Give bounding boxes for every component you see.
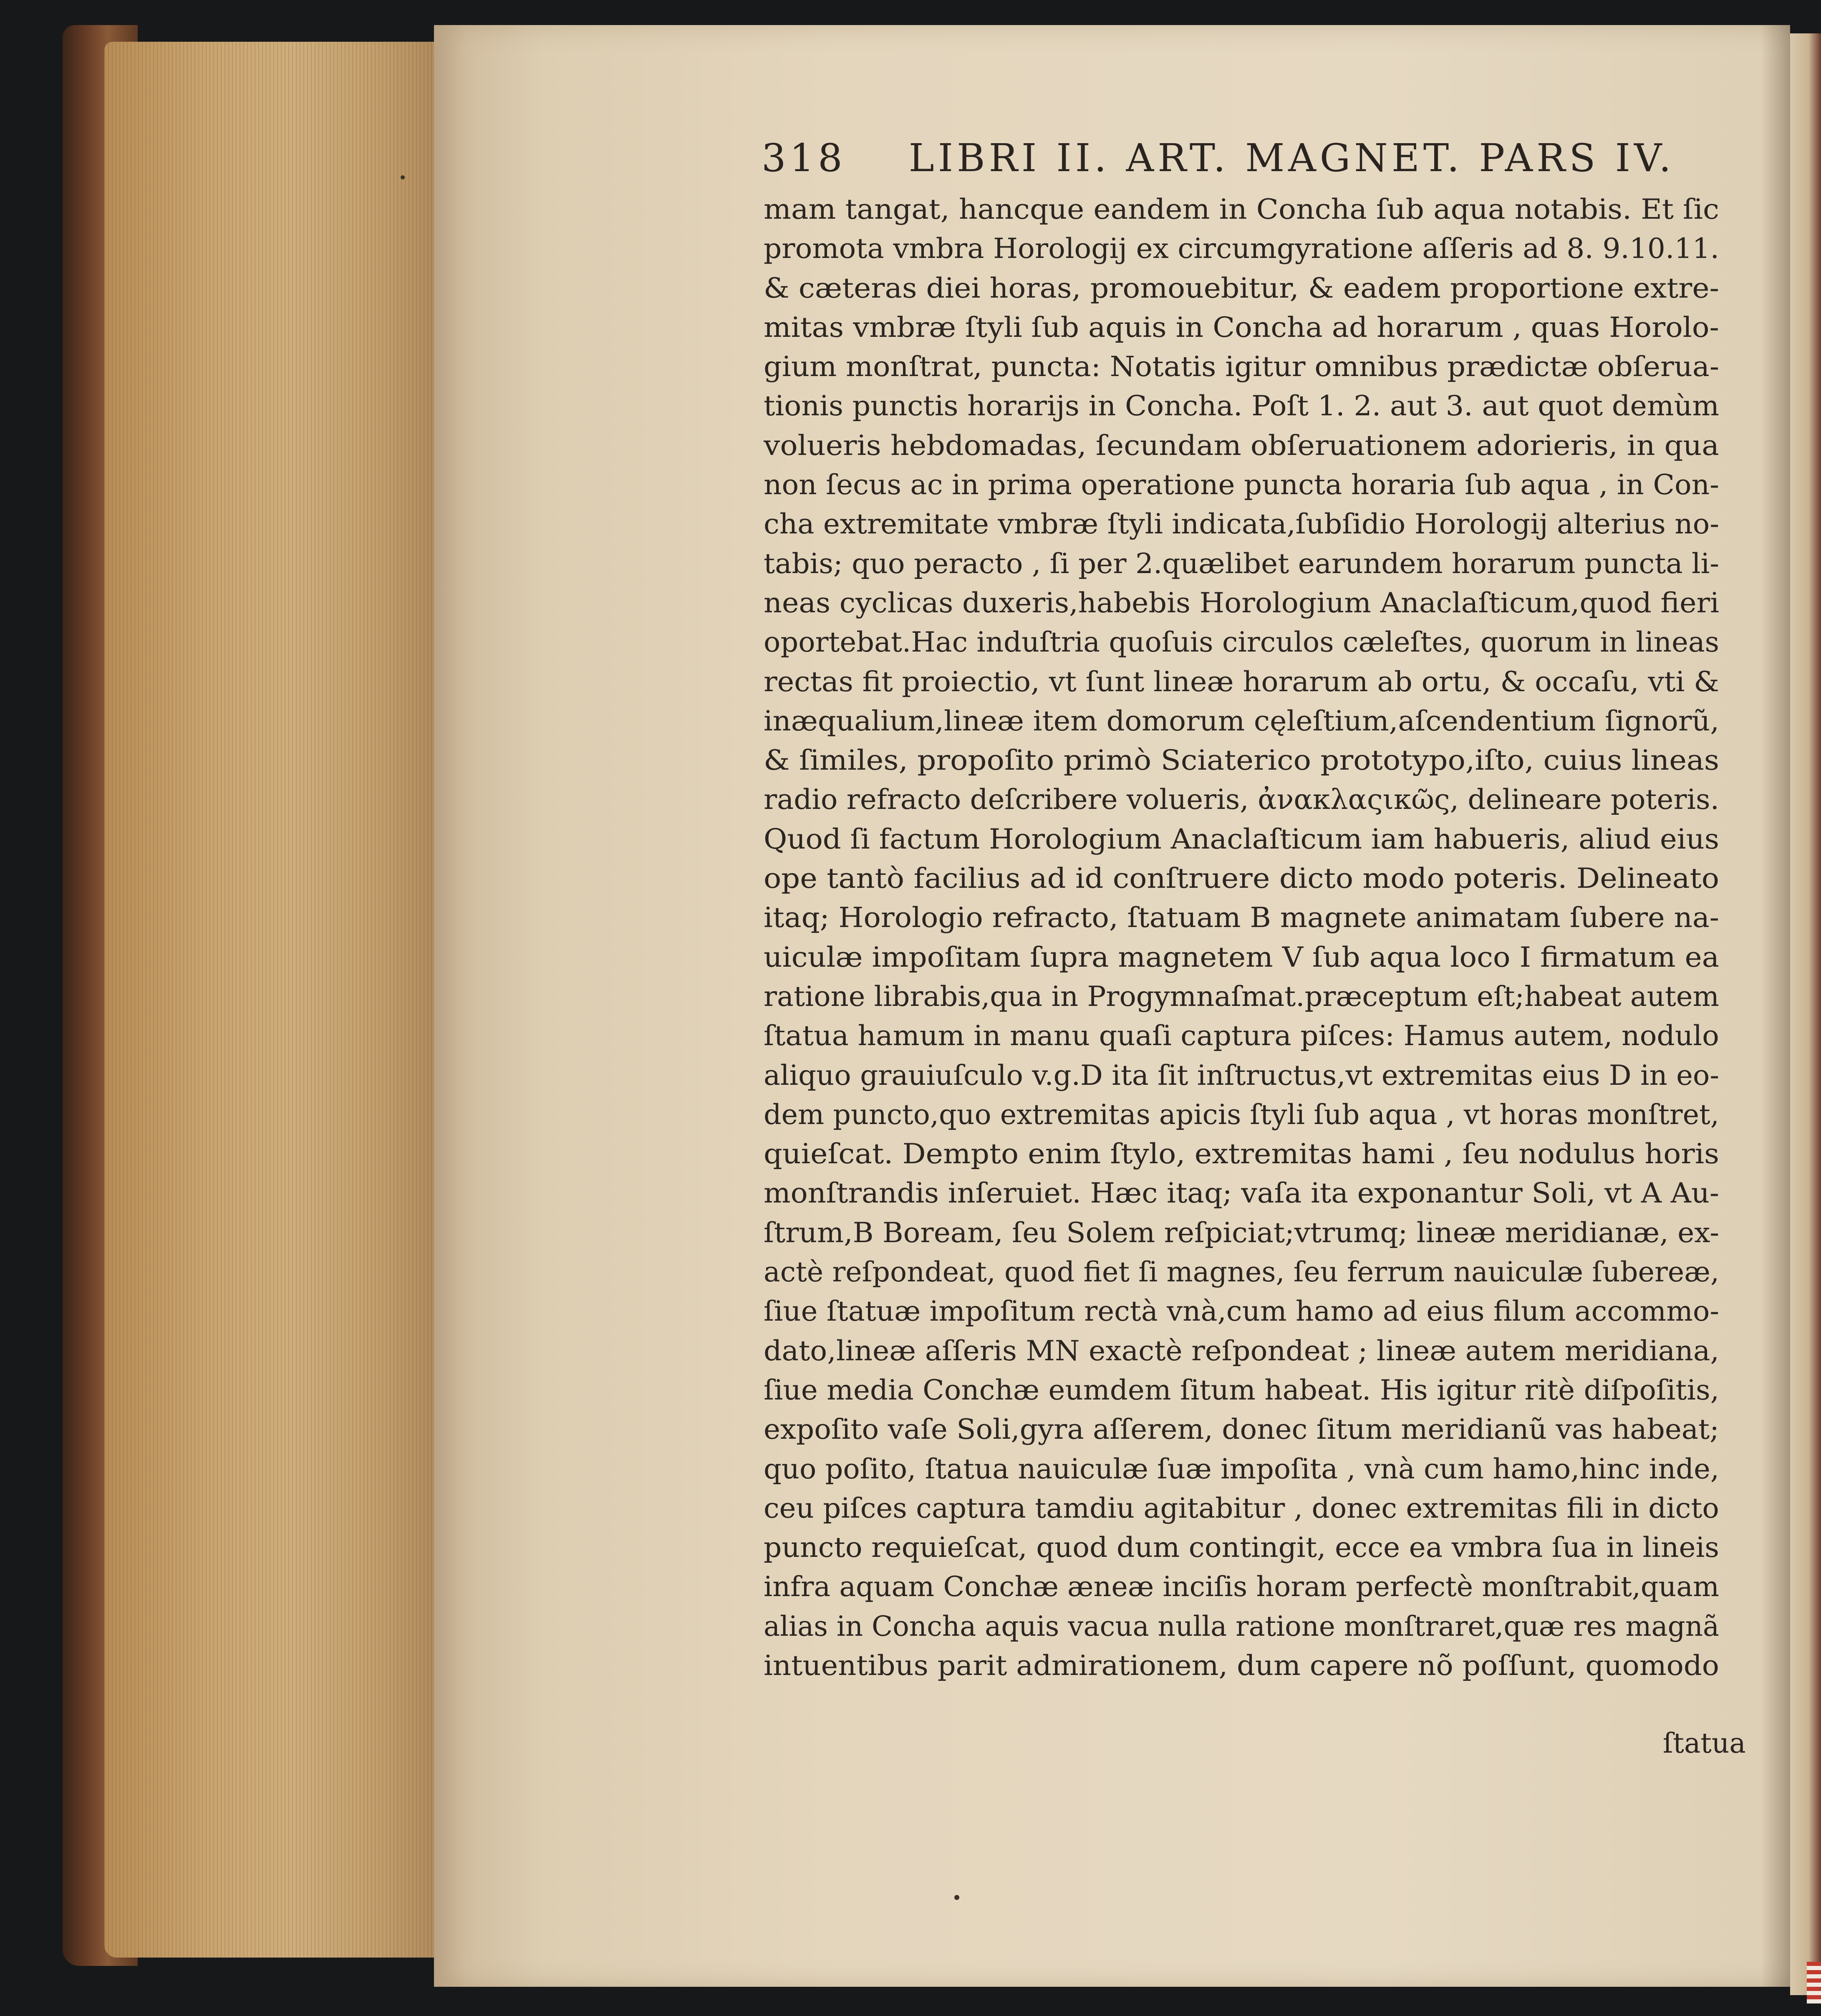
text-line: Quod ſi factum Horologium Anaclaſticum iam habueris, aliud eius	[764, 823, 1719, 855]
text-line: intuentibus parit admirationem, dum capere nõ poſſunt, quomodo	[764, 1649, 1719, 1682]
text-line: rectas fit proiectio, vt ſunt lineæ horarum ab ortu, & occaſu, vti &	[764, 665, 1720, 698]
text-line: ope tantò facilius ad id conſtruere dicto modo poteris. Delineato	[764, 862, 1720, 895]
page-mark	[401, 175, 405, 179]
text-line: infra aquam Conchæ æneæ inciſis horam perfectè monſtrabit,quam	[764, 1571, 1720, 1603]
text-line: dato,lineæ aſſeris MN exactè reſpondeat ; lineæ autem meridiana,	[764, 1334, 1720, 1367]
text-line: monſtrandis inſeruiet. Hæc itaq; vaſa ita exponantur Soli, vt A Au-	[764, 1177, 1719, 1210]
text-line: quieſcat. Dempto enim ſtylo, extremitas hami , ſeu nodulus horis	[764, 1138, 1719, 1170]
text-line: uiculæ impoſitam ſupra magnetem V ſub aqua loco I firmatum ea	[764, 941, 1719, 973]
text-line: gium monſtrat, puncta: Notatis igitur omnibus prædictæ obſerua-	[764, 351, 1720, 383]
text-line: ſiue ſtatuæ impoſitum rectà vnà,cum hamo ad eius filum accommo-	[764, 1295, 1720, 1328]
page-number: 318	[762, 136, 846, 180]
text-line: ſtrum,B Boream, ſeu Solem reſpiciat;vtrumq; lineæ meridianæ, ex-	[764, 1216, 1720, 1249]
page-mark-bottom	[954, 1895, 959, 1900]
text-line: expoſito vaſe Soli,gyra aſſerem, donec ſitum meridianũ vas habeat;	[764, 1413, 1719, 1446]
text-line: ceu piſces captura tamdiu agitabitur , donec extremitas fili in dicto	[764, 1492, 1719, 1524]
text-line: & cæteras diei horas, promouebitur, & eadem proportione extre-	[764, 272, 1719, 304]
catchword: ſtatua	[1663, 1727, 1746, 1759]
text-line: & ſimiles, propoſito primò Sciaterico prototypo,iſto, cuius lineas	[764, 744, 1720, 777]
text-line: radio refracto deſcribere volueris, ἀνακλαςικῶς, delineare poteris.	[764, 783, 1719, 816]
body-text	[764, 190, 1719, 1685]
text-line: dem puncto,quo extremitas apicis ſtyli ſub aqua , vt horas monſtret,	[764, 1098, 1719, 1131]
running-head: LIBRI II. ART. MAGNET. PARS IV.	[908, 136, 1675, 180]
text-line: promota vmbra Horologij ex circumgyratione aſſeris ad 8. 9.10.11.	[764, 232, 1720, 265]
text-line: quo poſito, ſtatua nauiculæ ſuæ impoſita , vnà cum hamo,hinc inde,	[764, 1453, 1720, 1485]
text-line: ratione librabis,qua in Progymnaſmat.præceptum eſt;habeat autem	[764, 980, 1719, 1013]
facing-page-edge	[1790, 33, 1821, 1995]
page-gutter-shadow	[1761, 25, 1790, 1987]
text-line: actè reſpondeat, quod fiet ſi magnes, ſeu ferrum nauiculæ ſubereæ,	[764, 1256, 1720, 1288]
text-line: aliquo grauiuſculo v.g.D ita ſit inſtructus,vt extremitas eius D in eo-	[764, 1059, 1720, 1091]
text-line: mam tangat, hancque eandem in Concha ſub aqua notabis. Et ſic	[764, 193, 1719, 225]
text-line: non ſecus ac in prima operatione puncta horaria ſub aqua , in Con-	[764, 469, 1719, 501]
text-line: tabis; quo peracto , ſi per 2.quælibet earundem horarum puncta li-	[764, 547, 1720, 580]
text-line: oportebat.Hac induſtria quoſuis circulos cæleſtes, quorum in lineas	[764, 626, 1720, 659]
page-edges	[104, 42, 446, 1958]
text-line: cha extremitate vmbræ ſtyli indicata,ſubſidio Horologij alterius no-	[764, 508, 1720, 541]
page-header	[762, 136, 1696, 182]
text-line: tionis punctis horarijs in Concha. Poſt 1. 2. aut 3. aut quot demùm	[764, 390, 1720, 422]
text-line: ſtatua hamum in manu quaſi captura piſces: Hamus autem, nodulo	[764, 1020, 1719, 1052]
text-line: ſiue media Conchæ eumdem ſitum habeat. His igitur ritè diſpoſitis,	[764, 1374, 1719, 1406]
text-line: alias in Concha aquis vacua nulla ratione monſtraret,quæ res magnã	[764, 1610, 1720, 1642]
bookmark-ribbon	[1807, 1962, 1821, 2003]
text-line: mitas vmbræ ſtyli ſub aquis in Concha ad horarum , quas Horolo-	[764, 311, 1719, 344]
text-line: itaq; Horologio refracto, ſtatuam B magnete animatam ſubere na-	[764, 902, 1720, 934]
text-line: puncto requieſcat, quod dum contingit, ecce ea vmbra ſua in lineis	[764, 1531, 1720, 1564]
text-line: volueris hebdomadas, ſecundam obſeruationem adorieris, in qua	[764, 429, 1719, 462]
text-line: neas cyclicas duxeris,habebis Horologium Anaclaſticum,quod fieri	[764, 586, 1719, 619]
text-line: inæqualium,lineæ item domorum cęleſtium,aſcendentium ſignorũ,	[764, 705, 1720, 737]
